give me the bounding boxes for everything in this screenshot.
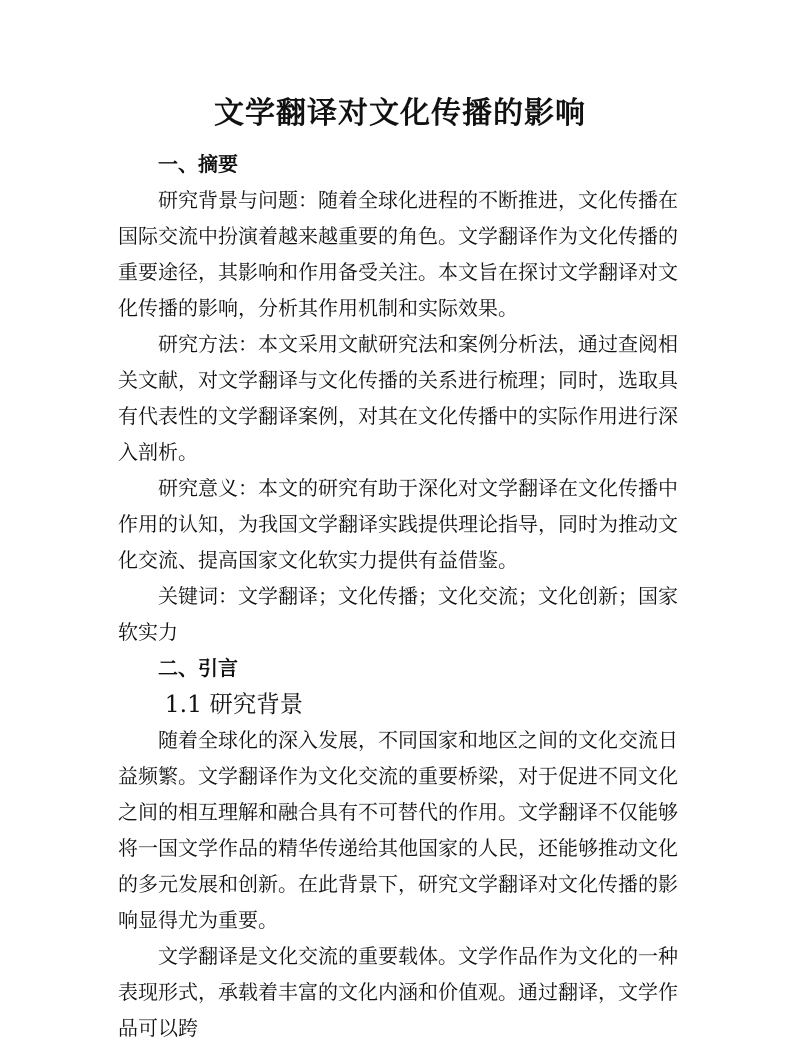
document-body (118, 146, 678, 1046)
abstract-methods-paragraph: 研究方法：本文采用文献研究法和案例分析法，通过查阅相关文献，对文学翻译与文化传播的关系进行梳理；同时，选取具有代表性的文学翻译案例，对其在文化传播中的实际作用进行深入剖析。 (118, 332, 678, 464)
abstract-background-paragraph: 研究背景与问题：随着全球化进程的不断推进，文化传播在国际交流中扮演着越来越重要的角色。文学翻译作为文化传播的重要途径，其影响和作用备受关注。本文旨在探讨文学翻译对文化传播的影响，分析其作用机制和实际效果。 (118, 188, 678, 320)
introduction-paragraph-1: 随着全球化的深入发展，不同国家和地区之间的文化交流日益频繁。文学翻译作为文化交流的重要桥梁，对于促进不同文化之间的相互理解和融合具有不可替代的作用。文学翻译不仅能够将一国文学作品的精华传递给其他国家的人民，还能够推动文化的多元发展和创新。在此背景下，研究文学翻译对文化传播的影响显得尤为重要。 (118, 728, 678, 932)
subsection-heading-background: 1.1 研究背景 (164, 690, 303, 718)
abstract-significance-paragraph: 研究意义：本文的研究有助于深化对文学翻译在文化传播中作用的认知，为我国文学翻译实践提供理论指导，同时为推动文化交流、提高国家文化软实力提供有益借鉴。 (118, 476, 678, 572)
introduction-paragraph-2: 文学翻译是文化交流的重要载体。文学作品作为文化的一种表现形式，承载着丰富的文化内涵和价值观。通过翻译，文学作品可以跨 (118, 944, 678, 1040)
keywords-paragraph: 关键词：文学翻译；文化传播；文化交流；文化创新；国家软实力 (118, 584, 678, 644)
document-title: 文学翻译对文化传播的影响 (214, 96, 586, 131)
section-heading-abstract: 一、摘要 (158, 152, 238, 176)
section-heading-introduction: 二、引言 (158, 656, 238, 680)
